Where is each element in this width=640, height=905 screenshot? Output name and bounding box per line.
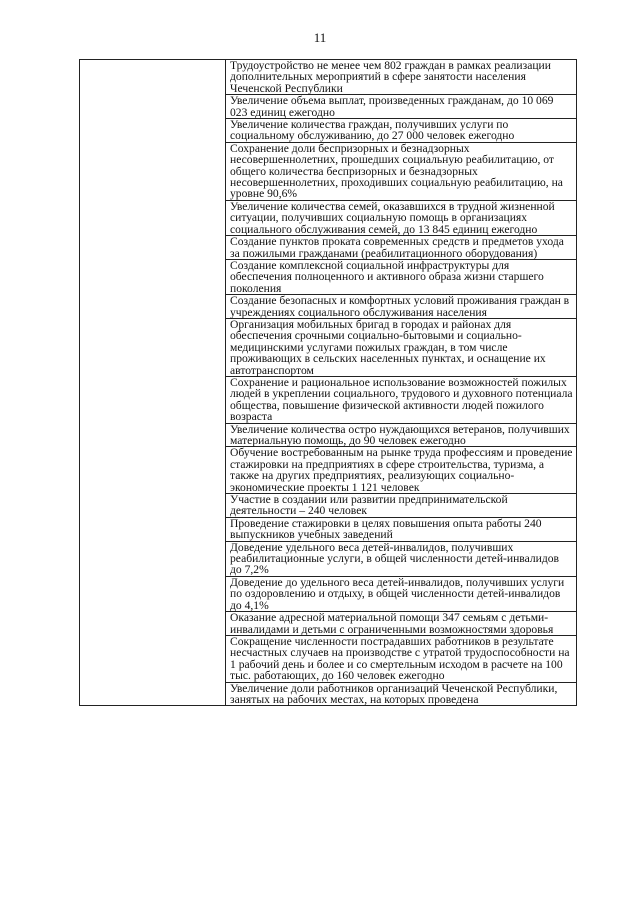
indicator-text: Обучение востребованным на рынке труда профессиям и проведение стажировки на предприятиях в сфере строительства, туризма, а также на других предприятиях, реализующих социально-экономические проекты 1 121 человек — [230, 446, 573, 494]
indicator-cell — [226, 119, 577, 143]
indicator-cell — [226, 200, 577, 235]
indicator-cell — [226, 541, 577, 576]
indicator-text: Увеличение количества семей, оказавшихся в трудной жизненной ситуации, получивших социальную помощь в организациях социального обслуживания семей, до 13 845 единиц ежегодно — [230, 199, 555, 236]
indicator-text: Увеличение объема выплат, произведенных гражданам, до 10 069 023 единиц ежегодно — [230, 94, 554, 119]
indicator-cell — [226, 60, 577, 95]
indicator-text: Сокращение численности пострадавших работников в результате несчастных случаев на производстве с утратой трудоспособности на 1 рабочий день и более и со смертельным исходом в расчете на 100 тыс. работающих, до 160 человек ежегодно — [230, 634, 570, 683]
indicator-text: Проведение стажировки в целях повышения опыта работы 240 выпускников учебных заведений — [230, 516, 542, 542]
indicators-table — [79, 59, 577, 706]
indicator-text: Доведение удельного веса детей-инвалидов, получивших реабилитационные услуги, в общей численности детей-инвалидов до 7,2% — [230, 540, 560, 577]
indicator-cell — [226, 295, 577, 319]
indicator-cell — [226, 517, 577, 541]
indicator-cell — [226, 142, 577, 200]
indicator-cell — [226, 318, 577, 376]
empty-left-column-cell — [80, 60, 226, 706]
indicator-text: Трудоустройство не менее чем 802 граждан в рамках реализации дополнительных мероприятий в сфере занятости населения Чеченской Республики — [230, 59, 551, 95]
indicator-text: Создание безопасных и комфортных условий проживания граждан в учреждениях социального обслуживания населения — [230, 294, 570, 319]
indicator-cell — [226, 423, 577, 447]
indicator-cell — [226, 682, 577, 706]
indicator-text: Оказание адресной материальной помощи 347 семьям с детьми-инвалидами и детьми с ограниченными возможностями здоровья — [230, 611, 554, 636]
indicator-text: Сохранение и рациональное использование возможностей пожилых людей в укреплении социального, трудового и духовного потенциала общества, повышение физической активности людей пожилого возраста — [230, 375, 573, 424]
indicator-cell — [226, 259, 577, 294]
indicator-text: Увеличение количества граждан, получивших услуги по социальному обслуживанию, до 27 000 человек ежегодно — [230, 118, 515, 143]
indicator-text: Увеличение количества остро нуждающихся ветеранов, получивших материальную помощь, до 90 человек ежегодно — [230, 422, 570, 447]
indicator-cell — [226, 635, 577, 682]
indicator-cell — [226, 236, 577, 260]
indicator-text: Организация мобильных бригад в городах и районах для обеспечения срочными социально-бытовыми и социально-медицинскими услугами пожилых граждан, в том числе проживающих в сельских населенных пунктах, и оснащение их автотранспортом — [230, 317, 546, 377]
indicator-cell — [226, 494, 577, 518]
indicator-cell — [226, 95, 577, 119]
indicator-cell — [226, 612, 577, 636]
indicator-cell — [226, 376, 577, 423]
indicator-text: Создание комплексной социальной инфраструктуры для обеспечения полноценного и активного образа жизни старшего поколения — [230, 258, 544, 295]
indicator-cell — [226, 576, 577, 611]
table-row — [80, 60, 577, 95]
indicator-text: Доведение до удельного веса детей-инвалидов, получивших услуги по оздоровлению и отдыху, в общей численности детей-инвалидов до 4,1% — [230, 575, 565, 612]
indicator-text: Создание пунктов проката современных средств и предметов ухода за пожилыми гражданами (реабилитационного оборудования) — [230, 235, 564, 260]
indicator-text: Сохранение доли беспризорных и безнадзорных несовершеннолетних, прошедших социальную реабилитацию, от общего количества беспризорных и безнадзорных несовершеннолетних, проходивших социальную реабилитацию, на уровне 90,6% — [230, 141, 563, 201]
indicator-cell — [226, 447, 577, 494]
indicator-text: Увеличение доли работников организаций Чеченской Республики, занятых на рабочих местах, на которых проведена — [230, 681, 558, 706]
page-number: 11 — [313, 30, 327, 45]
indicator-text: Участие в создании или развитии предпринимательской деятельности – 240 человек — [230, 493, 508, 518]
indicators-table-body — [80, 60, 577, 706]
